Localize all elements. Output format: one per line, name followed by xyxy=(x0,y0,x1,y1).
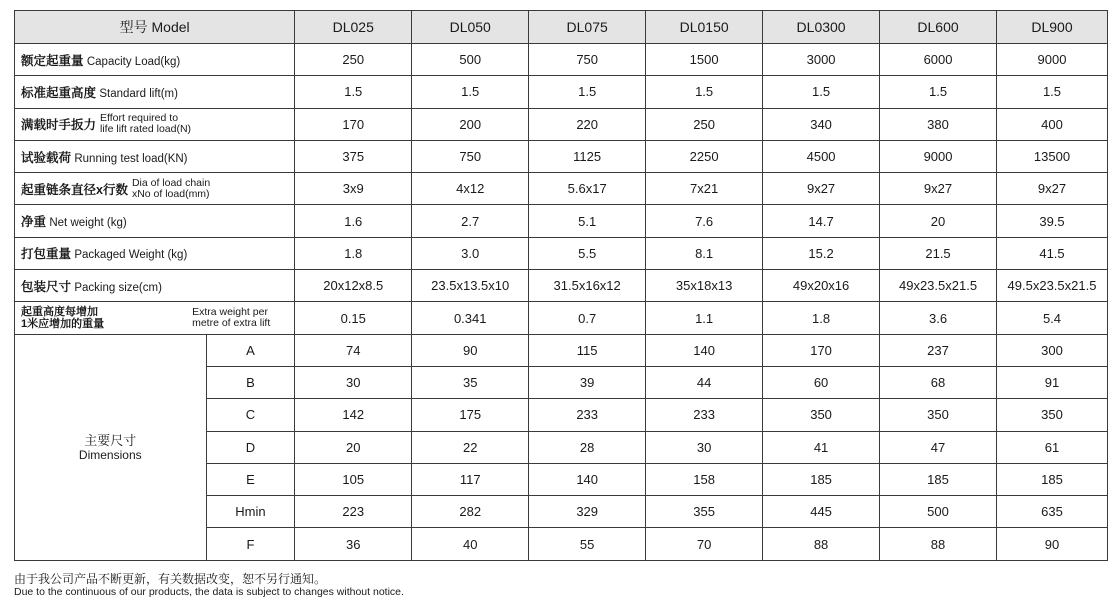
footer-notice-zh: 由于我公司产品不断更新，有关数据改变，恕不另行通知。 xyxy=(14,572,327,586)
table-cell: 3.0 xyxy=(412,237,529,269)
table-cell: 380 xyxy=(880,108,997,140)
table-cell: 88 xyxy=(763,528,880,560)
table-cell: 500 xyxy=(412,44,529,76)
table-cell: 20 xyxy=(880,205,997,237)
table-cell: 0.15 xyxy=(295,302,412,334)
table-cell: 220 xyxy=(529,108,646,140)
table-cell: 635 xyxy=(997,496,1108,528)
dimensions-group-label xyxy=(15,334,207,560)
table-cell: 21.5 xyxy=(880,237,997,269)
table-cell: 5.4 xyxy=(997,302,1108,334)
table-cell: 1.5 xyxy=(880,76,997,108)
table-cell: 1.5 xyxy=(412,76,529,108)
table-cell: 355 xyxy=(646,496,763,528)
table-cell: 142 xyxy=(295,399,412,431)
table-row xyxy=(15,44,1108,76)
table-cell: 9x27 xyxy=(880,173,997,205)
row-label-zh: 额定起重量 xyxy=(21,53,84,68)
table-cell: 223 xyxy=(295,496,412,528)
table-cell: 300 xyxy=(997,334,1108,366)
table-cell: 9000 xyxy=(880,140,997,172)
table-cell: 20 xyxy=(295,431,412,463)
table-cell: 90 xyxy=(412,334,529,366)
table-cell: 237 xyxy=(880,334,997,366)
dimensions-label-zh: 主要尺寸 xyxy=(84,432,137,448)
table-cell: 4500 xyxy=(763,140,880,172)
row-label-en-line1: Dia of load chain xyxy=(131,176,211,189)
table-cell: 4x12 xyxy=(412,173,529,205)
table-cell: 0.341 xyxy=(412,302,529,334)
dimension-key: B xyxy=(206,366,295,398)
table-cell: 90 xyxy=(997,528,1108,560)
row-label-en-line2: xNo of load(mm) xyxy=(131,187,210,200)
row-label-en-line1: Extra weight per xyxy=(192,306,268,319)
table-cell: 1500 xyxy=(646,44,763,76)
table-cell: 3.6 xyxy=(880,302,997,334)
table-cell: 185 xyxy=(880,463,997,495)
table-cell: 329 xyxy=(529,496,646,528)
table-cell: 3x9 xyxy=(295,173,412,205)
table-cell: 41.5 xyxy=(997,237,1108,269)
table-cell: 1125 xyxy=(529,140,646,172)
table-cell: 20x12x8.5 xyxy=(295,270,412,302)
table-cell: 233 xyxy=(646,399,763,431)
table-cell: 22 xyxy=(412,431,529,463)
table-cell: 170 xyxy=(295,108,412,140)
row-label-en-line1: Effort required to xyxy=(100,112,179,125)
dimension-key: F xyxy=(206,528,295,560)
model-col-header: DL0300 xyxy=(763,11,880,44)
table-cell: 70 xyxy=(646,528,763,560)
table-cell: 60 xyxy=(763,366,880,398)
header-row xyxy=(15,11,1108,44)
table-cell: 8.1 xyxy=(646,237,763,269)
footer-notice-en: Due to the continuous of our products, the data is subject to changes without notice. xyxy=(14,586,404,598)
row-label xyxy=(15,173,295,205)
table-cell: 47 xyxy=(880,431,997,463)
table-cell: 175 xyxy=(412,399,529,431)
table-cell: 9x27 xyxy=(763,173,880,205)
table-cell: 350 xyxy=(880,399,997,431)
dimension-key: D xyxy=(206,431,295,463)
table-cell: 170 xyxy=(763,334,880,366)
table-cell: 3000 xyxy=(763,44,880,76)
table-row xyxy=(15,173,1108,205)
model-header-en: Model xyxy=(151,19,190,35)
table-cell: 35 xyxy=(412,366,529,398)
model-col-header: DL0150 xyxy=(646,11,763,44)
table-cell: 88 xyxy=(880,528,997,560)
row-label-en-line2: life lift rated load(N) xyxy=(100,123,192,136)
table-cell: 74 xyxy=(295,334,412,366)
table-cell: 500 xyxy=(880,496,997,528)
row-label-zh: 标准起重高度 xyxy=(21,85,97,100)
table-cell: 91 xyxy=(997,366,1108,398)
model-col-header: DL075 xyxy=(529,11,646,44)
footer-notice xyxy=(14,572,404,598)
table-cell: 375 xyxy=(295,140,412,172)
model-col-header: DL600 xyxy=(880,11,997,44)
table-cell: 68 xyxy=(880,366,997,398)
table-row xyxy=(15,76,1108,108)
table-cell: 55 xyxy=(529,528,646,560)
table-cell: 30 xyxy=(646,431,763,463)
table-cell: 49.5x23.5x21.5 xyxy=(997,270,1108,302)
table-row xyxy=(15,237,1108,269)
table-cell: 49x23.5x21.5 xyxy=(880,270,997,302)
spec-table xyxy=(14,10,1108,561)
row-label-zh: 净重 xyxy=(21,215,47,230)
table-cell: 35x18x13 xyxy=(646,270,763,302)
table-cell: 61 xyxy=(997,431,1108,463)
row-label-en: Packaged Weight (kg) xyxy=(74,249,188,262)
table-cell: 9000 xyxy=(997,44,1108,76)
table-cell: 44 xyxy=(646,366,763,398)
dimension-row xyxy=(15,334,1108,366)
table-cell: 31.5x16x12 xyxy=(529,270,646,302)
model-col-header: DL025 xyxy=(295,11,412,44)
dimension-key: C xyxy=(206,399,295,431)
row-label-en: Net weight (kg) xyxy=(49,217,127,230)
model-col-header: DL900 xyxy=(997,11,1108,44)
table-cell: 9x27 xyxy=(997,173,1108,205)
row-label xyxy=(15,140,295,172)
table-cell: 15.2 xyxy=(763,237,880,269)
table-cell: 105 xyxy=(295,463,412,495)
model-header-zh: 型号 xyxy=(119,19,148,35)
table-cell: 23.5x13.5x10 xyxy=(412,270,529,302)
table-cell: 40 xyxy=(412,528,529,560)
table-cell: 200 xyxy=(412,108,529,140)
row-label-zh: 包装尺寸 xyxy=(21,279,72,294)
table-cell: 115 xyxy=(529,334,646,366)
table-cell: 400 xyxy=(997,108,1108,140)
table-row xyxy=(15,108,1108,140)
table-cell: 1.5 xyxy=(295,76,412,108)
table-cell: 49x20x16 xyxy=(763,270,880,302)
table-cell: 1.1 xyxy=(646,302,763,334)
table-cell: 0.7 xyxy=(529,302,646,334)
dimension-key: E xyxy=(206,463,295,495)
table-cell: 2.7 xyxy=(412,205,529,237)
table-cell: 41 xyxy=(763,431,880,463)
table-cell: 5.5 xyxy=(529,237,646,269)
table-cell: 750 xyxy=(529,44,646,76)
row-label xyxy=(15,108,295,140)
table-cell: 1.5 xyxy=(529,76,646,108)
row-label-zh: 打包重量 xyxy=(21,247,72,262)
table-cell: 282 xyxy=(412,496,529,528)
table-cell: 117 xyxy=(412,463,529,495)
table-cell: 350 xyxy=(763,399,880,431)
table-row xyxy=(15,205,1108,237)
row-label xyxy=(15,237,295,269)
row-label xyxy=(15,270,295,302)
row-label-en: Standard lift(m) xyxy=(99,87,178,100)
table-cell: 1.5 xyxy=(646,76,763,108)
row-label xyxy=(15,302,295,334)
row-label xyxy=(15,76,295,108)
model-header xyxy=(15,11,295,44)
table-cell: 39.5 xyxy=(997,205,1108,237)
table-cell: 30 xyxy=(295,366,412,398)
table-cell: 750 xyxy=(412,140,529,172)
table-cell: 350 xyxy=(997,399,1108,431)
table-cell: 233 xyxy=(529,399,646,431)
table-cell: 140 xyxy=(529,463,646,495)
table-cell: 6000 xyxy=(880,44,997,76)
table-cell: 1.8 xyxy=(763,302,880,334)
row-label-zh: 试验载荷 xyxy=(21,150,72,165)
table-cell: 2250 xyxy=(646,140,763,172)
table-cell: 13500 xyxy=(997,140,1108,172)
table-cell: 185 xyxy=(997,463,1108,495)
model-col-header: DL050 xyxy=(412,11,529,44)
table-cell: 7.6 xyxy=(646,205,763,237)
row-label-zh: 满载时手扳力 xyxy=(21,118,97,133)
table-cell: 5.1 xyxy=(529,205,646,237)
table-row xyxy=(15,270,1108,302)
row-label-en: Packing size(cm) xyxy=(74,281,162,294)
table-cell: 28 xyxy=(529,431,646,463)
table-cell: 445 xyxy=(763,496,880,528)
table-cell: 7x21 xyxy=(646,173,763,205)
table-cell: 1.8 xyxy=(295,237,412,269)
table-cell: 14.7 xyxy=(763,205,880,237)
table-cell: 5.6x17 xyxy=(529,173,646,205)
row-label xyxy=(15,205,295,237)
dimension-key: Hmin xyxy=(206,496,295,528)
row-label-zh-line1: 起重高度每增加 xyxy=(21,306,98,319)
table-cell: 158 xyxy=(646,463,763,495)
row-label-en: Capacity Load(kg) xyxy=(86,55,181,68)
row-label-en: Running test load(KN) xyxy=(74,152,188,165)
row-label xyxy=(15,44,295,76)
table-cell: 185 xyxy=(763,463,880,495)
table-cell: 250 xyxy=(646,108,763,140)
table-cell: 340 xyxy=(763,108,880,140)
table-cell: 36 xyxy=(295,528,412,560)
table-cell: 39 xyxy=(529,366,646,398)
table-cell: 250 xyxy=(295,44,412,76)
table-row xyxy=(15,302,1108,334)
table-cell: 1.5 xyxy=(763,76,880,108)
dimension-key: A xyxy=(206,334,295,366)
table-cell: 1.5 xyxy=(997,76,1108,108)
table-cell: 1.6 xyxy=(295,205,412,237)
table-cell: 140 xyxy=(646,334,763,366)
table-row xyxy=(15,140,1108,172)
row-label-en-line2: metre of extra lift xyxy=(192,317,271,330)
row-label-zh: 起重链条直径x行数 xyxy=(21,182,128,197)
row-label-zh-line2: 1米应增加的重量 xyxy=(21,318,105,331)
dimensions-label-en: Dimensions xyxy=(78,447,142,462)
